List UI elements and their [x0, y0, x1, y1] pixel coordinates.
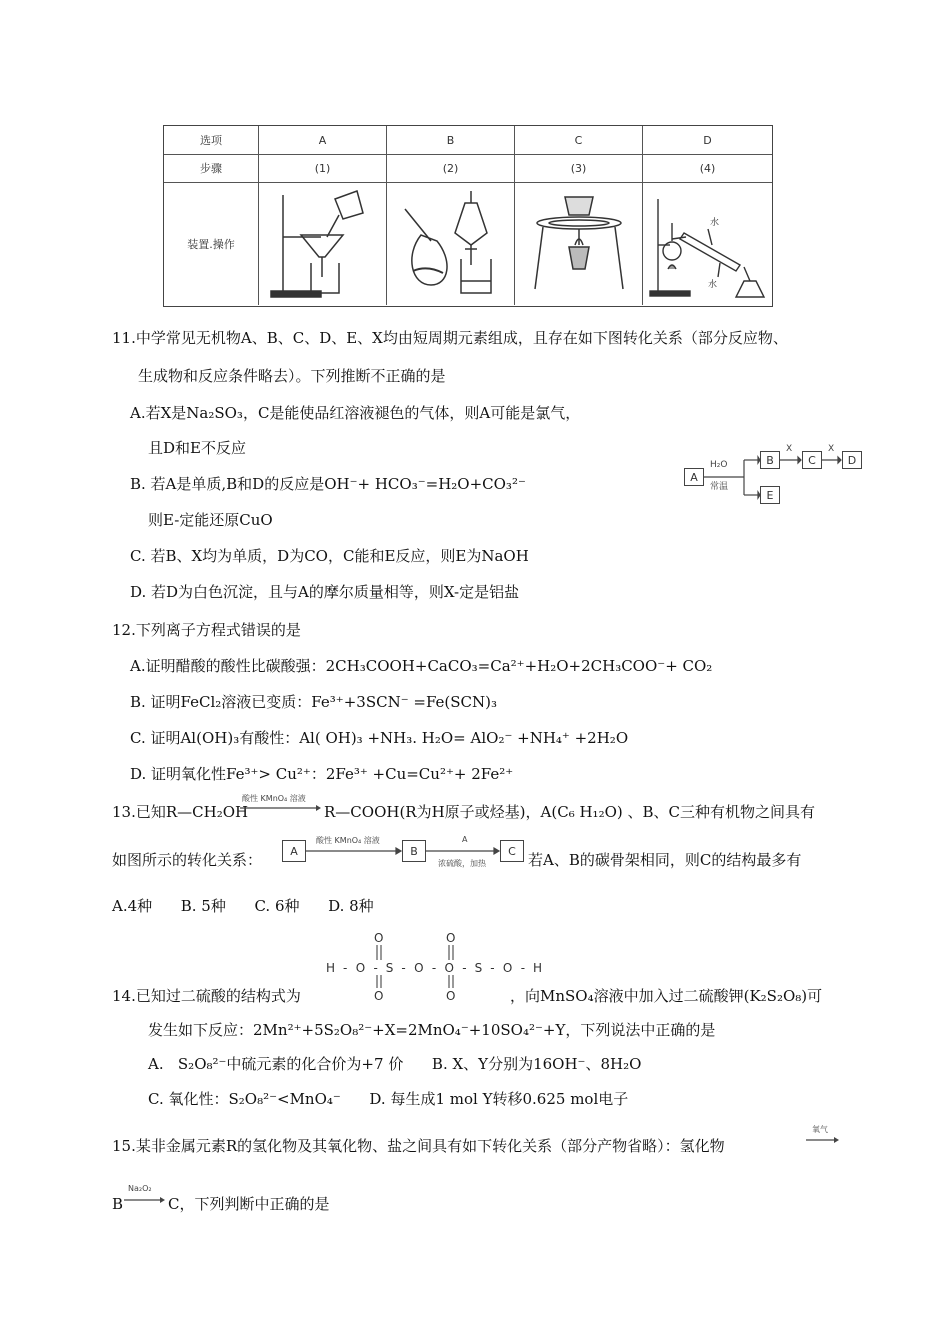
structure-bottom-o-left: O	[374, 989, 384, 1003]
water-label-bottom: 水	[707, 279, 717, 290]
option-b: B	[387, 126, 515, 154]
step-1: (1)	[259, 154, 387, 182]
q14-stem-pre: 14.已知过二硫酸的结构式为	[112, 987, 301, 1005]
q11-box-b: B	[760, 451, 780, 469]
q13-arrow1-label: 酸性 KMnO₄ 溶液	[316, 836, 380, 845]
q15-arrow-na2o2	[124, 1184, 166, 1208]
separatory-funnel-illustration	[391, 185, 511, 303]
q15-line2-b: B	[112, 1195, 124, 1213]
q14-options-ab: A. S₂O₈²⁻中硫元素的化合价为+7 价 B. X、Y分别为16OH⁻、8H₂O	[148, 1055, 642, 1073]
q13-arrow2-top-label: A	[462, 835, 468, 844]
q14-structural-formula	[322, 930, 551, 1003]
q14-reaction-line: 发生如下反应：2Mn²⁺+5S₂O₈²⁻+X=2MnO₄⁻+10SO₄²⁻+Y，下列说法中正确的是	[148, 1021, 716, 1039]
structure-top-o-left: O	[374, 931, 384, 945]
q13-inline-arrow-label: 酸性 KMnO₄ 溶液	[242, 794, 306, 803]
option-c: C	[515, 126, 643, 154]
filtration-illustration	[263, 185, 383, 303]
header-apparatus: 装置.操作	[164, 182, 259, 305]
step-3: (3)	[515, 154, 643, 182]
step-2: (2)	[387, 154, 515, 182]
q13-inline-arrow	[240, 793, 322, 815]
q13-transformation-diagram	[278, 834, 526, 872]
q11-stem-line1: 11.中学常见无机物A、B、C、D、E、X均由短周期元素组成，且存在如下图转化关系（部分反应物、	[112, 329, 788, 347]
distillation-illustration	[646, 185, 770, 303]
apparatus-filtration	[259, 182, 387, 305]
q12-option-b: B. 证明FeCl₂溶液已变质：Fe³⁺+3SCN⁻ =Fe(SCN)₃	[130, 693, 498, 711]
q11-label-h2o: H₂O	[710, 460, 728, 470]
q11-stem-line2: 生成物和反应条件略去）。下列推断不正确的是	[138, 367, 446, 385]
q12-stem: 12.下列离子方程式错误的是	[112, 621, 301, 639]
q13-box-b: B	[402, 840, 426, 862]
table-row-options	[164, 126, 772, 155]
peroxydisulfuric-acid-structure	[322, 930, 551, 1003]
q13-line2-pre: 如图所示的转化关系：	[112, 851, 263, 869]
apparatus-separatory-funnel	[387, 182, 515, 305]
q13-line2-post: 若A、B的碳骨架相同，则C的结构最多有	[528, 851, 802, 869]
q11-arrows	[678, 442, 870, 512]
q15-arrow-oxygen-label: 氧气	[812, 1125, 828, 1134]
q12-option-d: D. 证明氧化性Fe³⁺> Cu²⁺：2Fe³⁺ +Cu=Cu²⁺+ 2Fe²⁺	[130, 765, 514, 783]
q15-stem: 15.某非金属元素R的氢化物及其氧化物、盐之间具有如下转化关系（部分产物省略）：氢化物	[112, 1137, 725, 1155]
structure-bottom-o-right: O	[446, 989, 456, 1003]
q11-label-room-temp: 常温	[710, 482, 729, 492]
q11-transformation-diagram	[678, 442, 870, 512]
q15-arrow-oxygen	[806, 1124, 840, 1148]
q15-arrow-oxygen-line	[806, 1136, 840, 1144]
evaporation-illustration	[519, 185, 639, 303]
q13-arrow2-bottom-label: 浓硫酸，加热	[438, 859, 486, 868]
q11-label-x1: X	[786, 444, 793, 454]
q15-arrow-na2o2-line	[124, 1196, 166, 1204]
q13-inline-arrow-line	[240, 804, 322, 812]
q14-stem-post: ，向MnSO₄溶液中加入过二硫酸钾(K₂S₂O₈)可	[510, 987, 823, 1005]
header-options: 选项	[164, 126, 259, 154]
q13-stem-mid: R—COOH(R为H原子或烃基)，A(C₆ H₁₂O) 、B、C三种有机物之间具有	[324, 803, 815, 821]
q11-box-a: A	[684, 468, 704, 486]
q11-option-d: D. 若D为白色沉淀，且与A的摩尔质量相等，则X-定是铝盐	[130, 583, 520, 601]
q13-box-a: A	[282, 840, 306, 862]
apparatus-evaporation	[515, 182, 643, 305]
q11-box-c: C	[802, 451, 822, 469]
q11-option-b-line1: B. 若A是单质,B和D的反应是OH⁻+ HCO₃⁻=H₂O+CO₃²⁻	[130, 475, 526, 493]
structure-top-o-right: O	[446, 931, 456, 945]
q13-choices: A.4种 B. 5种 C. 6种 D. 8种	[112, 897, 374, 915]
header-steps: 步骤	[164, 154, 259, 182]
apparatus-distillation	[643, 182, 772, 305]
q11-box-d: D	[842, 451, 862, 469]
option-a: A	[259, 126, 387, 154]
table-row-steps	[164, 154, 772, 183]
q11-option-a-line1: A.若X是Na₂SO₃，C是能使品红溶液褪色的气体，则A可能是氯气，	[130, 404, 581, 422]
water-label-top: 水	[709, 217, 719, 228]
table-row-apparatus	[164, 182, 772, 305]
q12-option-c: C. 证明Al(OH)₃有酸性：Al( OH)₃ +NH₃. H₂O= AlO₂⁻ +NH₄⁺ +2H₂O	[130, 729, 629, 747]
q13-stem-pre: 13.已知R—CH₂OH	[112, 803, 249, 821]
q12-option-a: A.证明醋酸的酸性比碳酸强：2CH₃COOH+CaCO₃=Ca²⁺+H₂O+2CH₃COO⁻+ CO₂	[130, 657, 713, 675]
q11-option-b-line2: 则E-定能还原CuO	[148, 511, 273, 529]
q13-arrows	[278, 834, 526, 872]
q11-label-x2: X	[828, 444, 835, 454]
q11-option-c: C. 若B、X均为单质，D为CO，C能和E反应，则E为NaOH	[130, 547, 529, 565]
option-d: D	[703, 133, 712, 147]
q11-box-e: E	[760, 486, 780, 504]
q14-options-cd: C. 氧化性：S₂O₈²⁻<MnO₄⁻ D. 每生成1 mol Y转移0.625 mol电子	[148, 1090, 629, 1108]
step-4: (4)	[699, 161, 716, 175]
structure-chain: H-O-S-O-O-S-O-H	[326, 961, 551, 975]
q15-line2-post: C，下列判断中正确的是	[168, 1195, 330, 1213]
apparatus-table	[163, 125, 773, 307]
q11-option-a-line2: 且D和E不反应	[148, 439, 246, 457]
q15-arrow-na2o2-label: Na₂O₂	[128, 1184, 152, 1193]
q13-box-c: C	[500, 840, 524, 862]
